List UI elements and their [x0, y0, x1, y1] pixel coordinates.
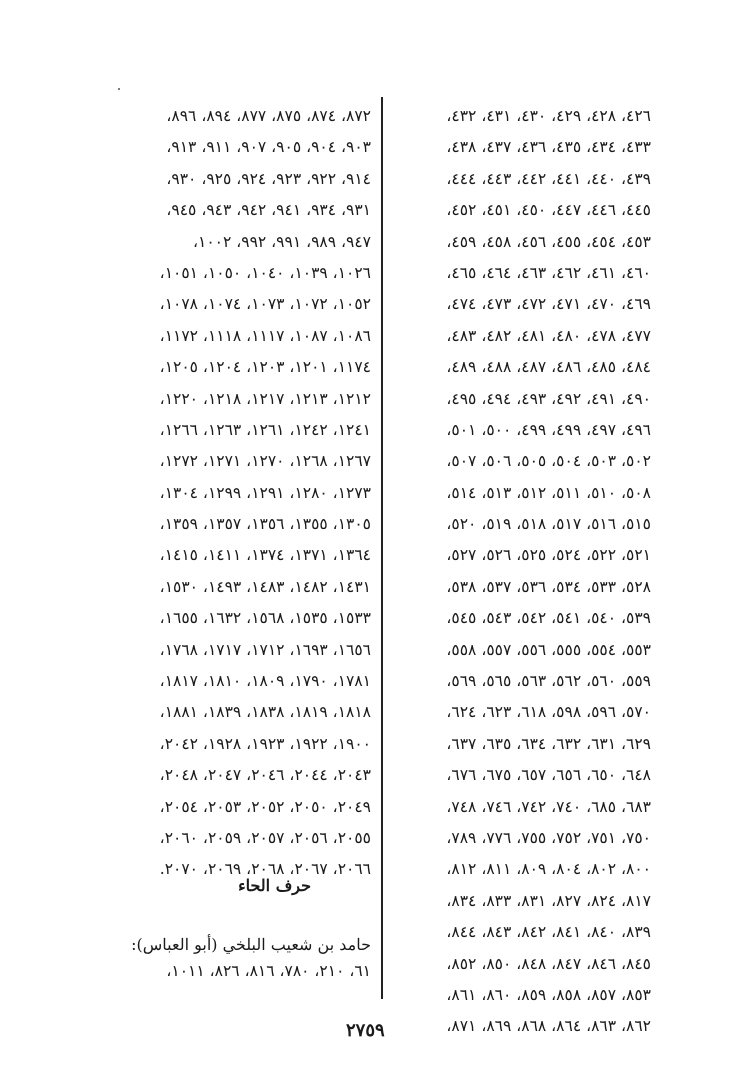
index-line: ٥٧٠، ٥٩٦، ٥٩٨، ٦١٨، ٦٢٣، ٦٢٤،	[446, 703, 651, 722]
index-line: ٧٥٠، ٧٥١، ٧٥٢، ٧٥٥، ٧٧٦، ٧٨٩،	[446, 828, 651, 847]
index-line: ١٢٧٣، ١٢٨٠، ١٢٩١، ١٢٩٩، ١٣٠٤،	[159, 483, 371, 502]
index-line: ٤٣٩، ٤٤٠، ٤٤١، ٤٤٢، ٤٤٣، ٤٤٤،	[446, 169, 651, 188]
index-line: ٥٣٩، ٥٤٠، ٥٤١، ٥٤٢، ٥٤٣، ٥٤٥،	[446, 609, 651, 628]
index-line: ١١٧٤، ١٢٠١، ١٢٠٣، ١٢٠٤، ١٢٠٥،	[159, 358, 371, 377]
index-line: ١٢١٢، ١٢١٣، ١٢١٧، ١٢١٨، ١٢٢٠،	[159, 389, 371, 408]
index-line: ٢٠٥٥، ٢٠٥٦، ٢٠٥٧، ٢٠٥٩، ٢٠٦٠،	[159, 828, 371, 847]
index-line: ٤٩٦، ٤٩٧، ٤٩٩، ٤٩٩، ٥٠٠، ٥٠١،	[446, 420, 651, 439]
index-line: ٤٨٤، ٤٨٥، ٤٨٦، ٤٨٧، ٤٨٨، ٤٨٩،	[446, 358, 651, 377]
index-line: ٤٣٣، ٤٣٤، ٤٣٥، ٤٣٦، ٤٣٧، ٤٣٨،	[446, 138, 651, 157]
speck-mark	[118, 88, 120, 90]
index-line: ١٠٥٢، ١٠٧٢، ١٠٧٣، ١٠٧٤، ١٠٧٨،	[159, 295, 371, 314]
index-line: ٤٩٠، ٤٩١، ٤٩٢، ٤٩٣، ٤٩٤، ٤٩٥،	[446, 389, 651, 408]
index-line: ٤٧٧، ٤٧٨، ٤٨٠، ٤٨١، ٤٨٢، ٤٨٣،	[446, 326, 651, 345]
index-line: ٦٢٩، ٦٣١، ٦٣٢، ٦٣٤، ٦٣٥، ٦٣٧،	[446, 734, 651, 753]
index-line: ٢٠٦٦، ٢٠٦٧، ٢٠٦٨، ٢٠٦٩، ٢٠٧٠.	[159, 860, 371, 879]
index-line: ٥٥٩، ٥٦٠، ٥٦٢، ٥٦٣، ٥٦٥، ٥٦٩،	[446, 672, 651, 691]
index-line: ٦٨٣، ٦٨٥، ٧٤٠، ٧٤٢، ٧٤٦، ٧٤٨،	[446, 797, 651, 816]
index-line: ١٠٨٦، ١٠٨٧، ١١١٧، ١١١٨، ١١٧٢،	[159, 326, 371, 345]
index-line: ٤٦٩، ٤٧٠، ٤٧١، ٤٧٢، ٤٧٣، ٤٧٤،	[446, 295, 651, 314]
index-line: ٥١٥، ٥١٦، ٥١٧، ٥١٨، ٥١٩، ٥٢٠،	[446, 515, 651, 534]
column-divider	[381, 97, 383, 999]
index-line: ٨٠٠، ٨٠٢، ٨٠٤، ٨٠٩، ٨١١، ٨١٢،	[446, 860, 651, 879]
index-line: ٥٢٨، ٥٣٣، ٥٣٤، ٥٣٦، ٥٣٧، ٥٣٨،	[446, 577, 651, 596]
section-heading: حرف الحاء	[238, 876, 311, 895]
index-line: ٤٦٠، ٤٦١، ٤٦٢، ٤٦٣، ٤٦٤، ٤٦٥،	[446, 263, 651, 282]
index-line: ٦٤٨، ٦٥٠، ٦٥٦، ٦٥٧، ٦٧٥، ٦٧٦،	[446, 766, 651, 785]
index-line: ١٤٣١، ١٤٨٢، ١٤٨٣، ١٤٩٣، ١٥٣٠،	[159, 577, 371, 596]
index-line: ١٩٠٠، ١٩٢٢، ١٩٢٣، ١٩٢٨، ٢٠٤٢،	[159, 734, 371, 753]
index-line: ٨٣٩، ٨٤٠، ٨٤١، ٨٤٢، ٨٤٣، ٨٤٤،	[446, 923, 651, 942]
index-line: ١٧٨١، ١٧٩٠، ١٨٠٩، ١٨١٠، ١٨١٧،	[159, 672, 371, 691]
index-line: ١٦٥٦، ١٦٩٣، ١٧١٢، ١٧١٧، ١٧٦٨،	[159, 640, 371, 659]
right-column	[391, 101, 651, 1043]
index-line: ١٣٦٤، ١٣٧١، ١٣٧٤، ١٤١١، ١٤١٥،	[159, 546, 371, 565]
index-line: ٨٥٣، ٨٥٧، ٨٥٨، ٨٥٩، ٨٦٠، ٨٦١،	[446, 985, 651, 1004]
index-line: ٤٤٥، ٤٤٦، ٤٤٧، ٤٥٠، ٤٥١، ٤٥٢،	[446, 201, 651, 220]
page-number: ٢٧٥٩	[346, 1020, 385, 1041]
index-line: ٥٢١، ٥٢٢، ٥٢٤، ٥٢٥، ٥٢٦، ٥٢٧،	[446, 546, 651, 565]
index-line: ١٠٢٦، ١٠٣٩، ١٠٤٠، ١٠٥٠، ١٠٥١،	[159, 263, 371, 282]
index-line: ٩٤٧، ٩٨٩، ٩٩١، ٩٩٢، ١٠٠٢،	[192, 232, 371, 251]
index-line: ٨٦٢، ٨٦٣، ٨٦٤، ٨٦٨، ٨٦٩، ٨٧١،	[446, 1017, 651, 1036]
entry-name: حامد بن شعيب البلخي (أبو العباس):	[131, 935, 371, 954]
index-line: ٥٠٢، ٥٠٣، ٥٠٤، ٥٠٥، ٥٠٦، ٥٠٧،	[446, 452, 651, 471]
index-line: ٩١٤، ٩٢٢، ٩٢٣، ٩٢٤، ٩٢٥، ٩٣٠،	[166, 169, 371, 188]
index-line: ٢٠٤٩، ٢٠٥٠، ٢٠٥٢، ٢٠٥٣، ٢٠٥٤،	[159, 797, 371, 816]
index-line: ٨١٧، ٨٢٤، ٨٢٧، ٨٣١، ٨٣٣، ٨٣٤،	[446, 891, 651, 910]
index-line: ٥٥٣، ٥٥٤، ٥٥٥، ٥٥٦، ٥٥٧، ٥٥٨،	[446, 640, 651, 659]
index-line: ٨٧٢، ٨٧٤، ٨٧٥، ٨٧٧، ٨٩٤، ٨٩٦،	[166, 107, 371, 125]
index-line: ٩٠٣، ٩٠٤، ٩٠٥، ٩٠٧، ٩١١، ٩١٣،	[166, 138, 371, 157]
index-line: ٢٠٤٣، ٢٠٤٤، ٢٠٤٦، ٢٠٤٧، ٢٠٤٨،	[159, 766, 371, 785]
index-line: ٤٥٣، ٤٥٤، ٤٥٥، ٤٥٦، ٤٥٨، ٤٥٩،	[446, 232, 651, 251]
index-line: ١٢٦٧، ١٢٦٨، ١٢٧٠، ١٢٧١، ١٢٧٢،	[159, 452, 371, 471]
index-line: ١٨١٨، ١٨١٩، ١٨٣٨، ١٨٣٩، ١٨٨١،	[159, 703, 371, 722]
index-line: ٨٤٥، ٨٤٦، ٨٤٧، ٨٤٨، ٨٥٠، ٨٥٢،	[446, 954, 651, 973]
index-line: ٤٢٦، ٤٢٨، ٤٢٩، ٤٣٠، ٤٣١، ٤٣٢،	[446, 107, 651, 125]
index-line: ٩٣١، ٩٣٤، ٩٤١، ٩٤٢، ٩٤٣، ٩٤٥،	[166, 201, 371, 220]
index-line: ٥٠٨، ٥١٠، ٥١١، ٥١٢، ٥١٣، ٥١٤،	[446, 483, 651, 502]
entry-references: ٦١، ٢١٠، ٧٨٠، ٨١٦، ٨٢٦، ١٠١١،	[166, 962, 371, 980]
index-line: ١٥٣٣، ١٥٣٥، ١٥٦٨، ١٦٣٢، ١٦٥٥،	[159, 609, 371, 628]
index-line: ١٣٠٥، ١٣٥٥، ١٣٥٦، ١٣٥٧، ١٣٥٩،	[159, 515, 371, 534]
index-line: ١٢٤١، ١٢٤٢، ١٢٦١، ١٢٦٣، ١٢٦٦،	[159, 420, 371, 439]
left-column	[101, 101, 371, 886]
